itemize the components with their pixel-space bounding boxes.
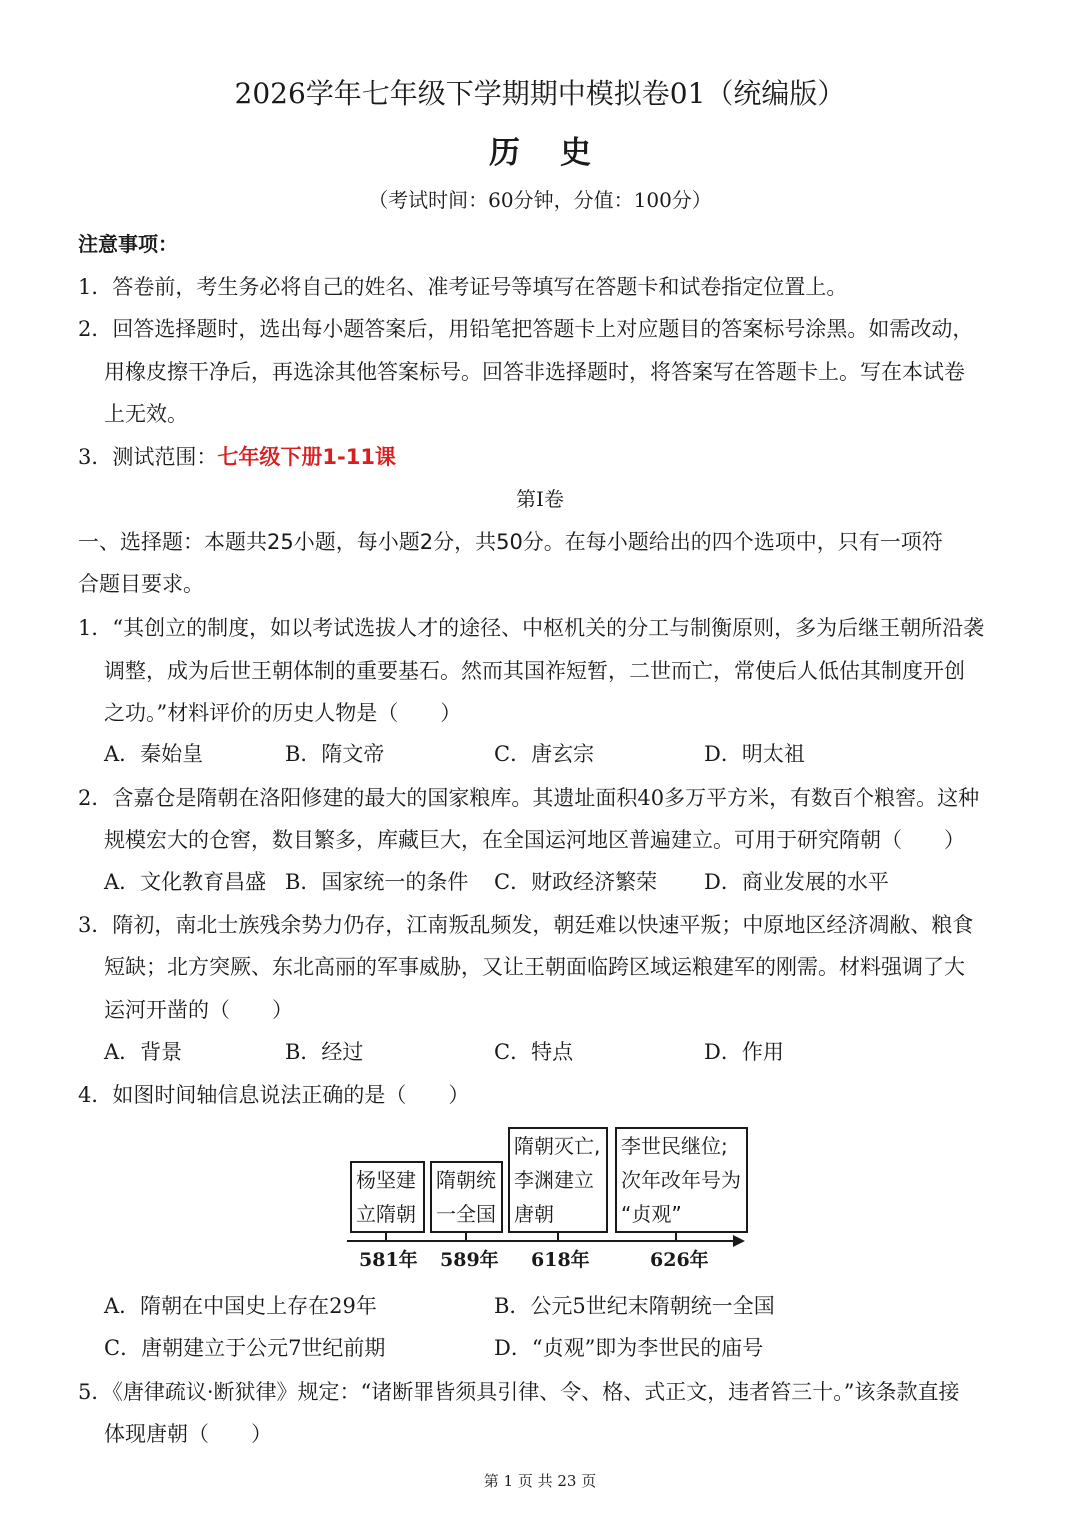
q2-option-b: B．国家统一的条件 [285,870,469,894]
note-item-2: 2．回答选择题时，选出每小题答案后，用铅笔把答题卡上对应题目的答案标号涂黑。如需改动， [78,317,974,341]
question-2: 2．含嘉仓是隋朝在洛阳修建的最大的国家粮库。其遗址面积40多万平方米，有数百个粮窖。这种 [78,786,980,810]
timeline-tick [385,1233,387,1241]
q2-option-a: A．文化教育昌盛 [104,870,267,894]
q2-option-c: C．财政经济繁荣 [494,870,658,894]
timeline-arrow-icon [733,1235,745,1247]
question-5-cont: 体现唐朝（ ） [104,1422,272,1446]
question-1: 1．“其创立的制度，如以考试选拔人才的途径、中枢机关的分工与制衡原则，多为后继王朝所沿袭 [78,616,985,640]
q4-option-d: D．“贞观”即为李世民的庙号 [494,1336,764,1360]
timeline-event-box [508,1127,608,1233]
section-label: 第Ⅰ卷 [516,487,564,511]
note-item-3-label: 3．测试范围： [78,445,218,469]
timeline-event-text: 李世民继位; [621,1134,728,1158]
q2-option-d: D．商业发展的水平 [704,870,889,894]
exam-title: 2026学年七年级下学期期中模拟卷01（统编版） [234,77,846,110]
q1-option-a: A．秦始皇 [104,742,204,766]
q3-option-a: A．背景 [104,1040,183,1064]
q4-option-a: A．隋朝在中国史上存在29年 [104,1294,377,1318]
q3-option-d: D．作用 [704,1040,784,1064]
note-item-2-cont: 上无效。 [104,402,188,426]
question-3-cont: 运河开凿的（ ） [104,998,293,1022]
question-3-cont: 短缺；北方突厥、东北高丽的军事威胁，又让王朝面临跨区域运粮建军的刚需。材料强调了大 [104,955,965,979]
timeline-year: 589年 [440,1249,499,1271]
q4-option-b: B．公元5世纪末隋朝统一全国 [494,1294,775,1318]
q1-option-c: C．唐玄宗 [494,742,595,766]
question-3: 3．隋初，南北士族残余势力仍存，江南叛乱频发，朝廷难以快速平叛；中原地区经济凋敝、粮食 [78,913,974,937]
timeline-event-box [615,1127,748,1233]
q4-option-c: C．唐朝建立于公元7世纪前期 [104,1336,386,1360]
question-2-cont: 规模宏大的仓窖，数目繁多，库藏巨大，在全国运河地区普遍建立。可用于研究隋朝（ ） [104,828,965,852]
note-item-2-cont: 用橡皮擦干净后，再选涂其他答案标号。回答非选择题时，将答案写在答题卡上。写在本试卷 [104,360,965,384]
timeline-event-text: 李渊建立 [514,1168,594,1192]
page-footer: 第 1 页 共 23 页 [483,1472,597,1490]
note-item-1: 1．答卷前，考生务必将自己的姓名、准考证号等填写在答题卡和试卷指定位置上。 [78,275,848,299]
timeline-event-text: 隋朝统 [436,1168,496,1192]
timeline-event-text: “贞观” [621,1202,682,1226]
notes-heading: 注意事项： [78,232,178,256]
question-4: 4．如图时间轴信息说法正确的是（ ） [78,1083,470,1107]
q1-option-b: B．隋文帝 [285,742,385,766]
test-scope: 七年级下册1-11课 [217,445,396,469]
timeline-figure [345,1125,755,1275]
timeline-event-box [430,1161,503,1233]
timeline-event-text: 隋朝灭亡, [514,1134,601,1158]
q3-option-b: B．经过 [285,1040,364,1064]
timeline-year: 626年 [650,1249,709,1271]
note-item-3 [78,441,396,471]
subject-title: 历史 [489,135,631,171]
exam-info: （考试时间：60分钟，分值：100分） [368,188,712,212]
part-heading-cont: 合题目要求。 [78,572,204,596]
timeline-tick [465,1233,467,1241]
q1-option-d: D．明太祖 [704,742,805,766]
timeline-tick [557,1233,559,1241]
timeline-year: 618年 [531,1249,590,1271]
question-5: 5．《唐律疏议·断狱律》规定：“诸断罪皆须具引律、令、格、式正文，违者笞三十。”该条款直接 [78,1380,960,1404]
question-1-cont: 调整，成为后世王朝体制的重要基石。然而其国祚短暂，二世而亡，常使后人低估其制度开创 [104,659,965,683]
timeline-tick [675,1233,677,1241]
timeline-event-text: 一全国 [436,1202,496,1226]
timeline-event-box [350,1161,425,1233]
timeline-event-text: 次年改年号为 [621,1168,741,1192]
timeline-event-text: 立隋朝 [356,1202,416,1226]
q3-option-c: C．特点 [494,1040,574,1064]
question-1-cont: 之功。”材料评价的历史人物是（ ） [104,701,462,725]
timeline-event-text: 唐朝 [514,1202,554,1226]
part-heading: 一、选择题：本题共25小题，每小题2分，共50分。在每小题给出的四个选项中，只有一项符 [78,530,943,554]
timeline-event-text: 杨坚建 [356,1168,416,1192]
timeline-year: 581年 [359,1249,418,1271]
timeline-axis [347,1240,737,1242]
